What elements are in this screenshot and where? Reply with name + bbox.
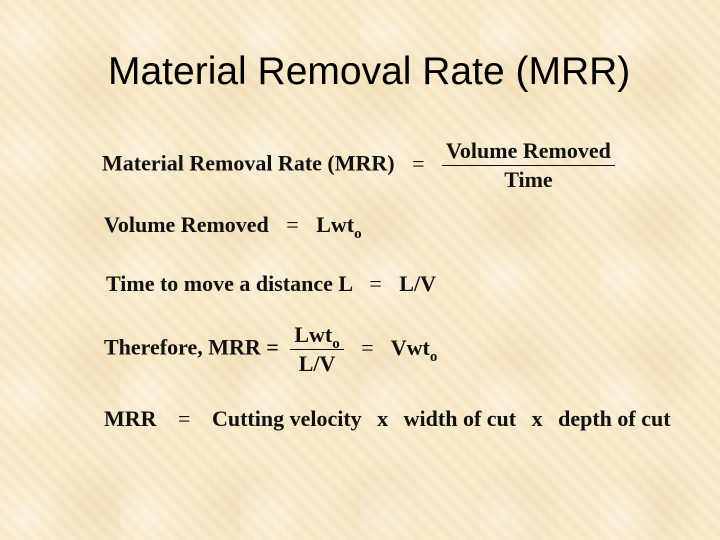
eq5-term-velocity: Cutting velocity xyxy=(211,406,362,431)
eq1-fraction xyxy=(442,140,615,191)
eq4-numerator-subscript: o xyxy=(332,336,340,352)
eq1-denominator: Time xyxy=(504,167,553,192)
eq5-term-depth: depth of cut xyxy=(558,406,671,431)
eq4-rhs-main: Vwt xyxy=(390,334,430,360)
eq5-equals: = xyxy=(178,406,191,431)
eq3-rhs: L/V xyxy=(399,271,436,296)
eq2-equals: = xyxy=(286,212,299,237)
eq4-denominator: L/V xyxy=(298,351,336,376)
eq2-lhs: Volume Removed xyxy=(104,212,269,237)
eq1-equals: = xyxy=(412,150,425,176)
equation-therefore xyxy=(104,324,437,375)
eq1-numerator: Volume Removed xyxy=(442,140,615,166)
eq4-lhs: Therefore, MRR = xyxy=(104,334,279,360)
equation-mrr-definition xyxy=(102,140,615,191)
eq2-rhs-subscript: o xyxy=(354,226,362,242)
equation-time xyxy=(106,273,436,295)
eq5-term-width: width of cut xyxy=(403,406,517,431)
equation-volume-removed xyxy=(104,212,362,242)
eq3-lhs: Time to move a distance L xyxy=(106,271,352,296)
eq4-rhs xyxy=(390,334,438,365)
eq4-numerator-main: Lwt xyxy=(294,322,333,347)
eq5-lhs: MRR xyxy=(104,406,157,431)
eq3-equals: = xyxy=(369,271,382,296)
slide-title: Material Removal Rate (MRR) xyxy=(108,50,631,93)
eq5-times-1: x xyxy=(377,406,389,431)
eq4-equals: = xyxy=(361,334,374,360)
eq2-rhs-main: Lwt xyxy=(316,212,355,237)
eq4-rhs-subscript: o xyxy=(429,348,438,365)
equation-mrr-expanded xyxy=(104,408,671,430)
eq1-lhs: Material Removal Rate (MRR) xyxy=(102,150,395,176)
eq5-times-2: x xyxy=(531,406,543,431)
eq4-numerator xyxy=(290,324,343,350)
eq2-rhs xyxy=(316,212,362,242)
eq4-fraction xyxy=(290,324,343,375)
